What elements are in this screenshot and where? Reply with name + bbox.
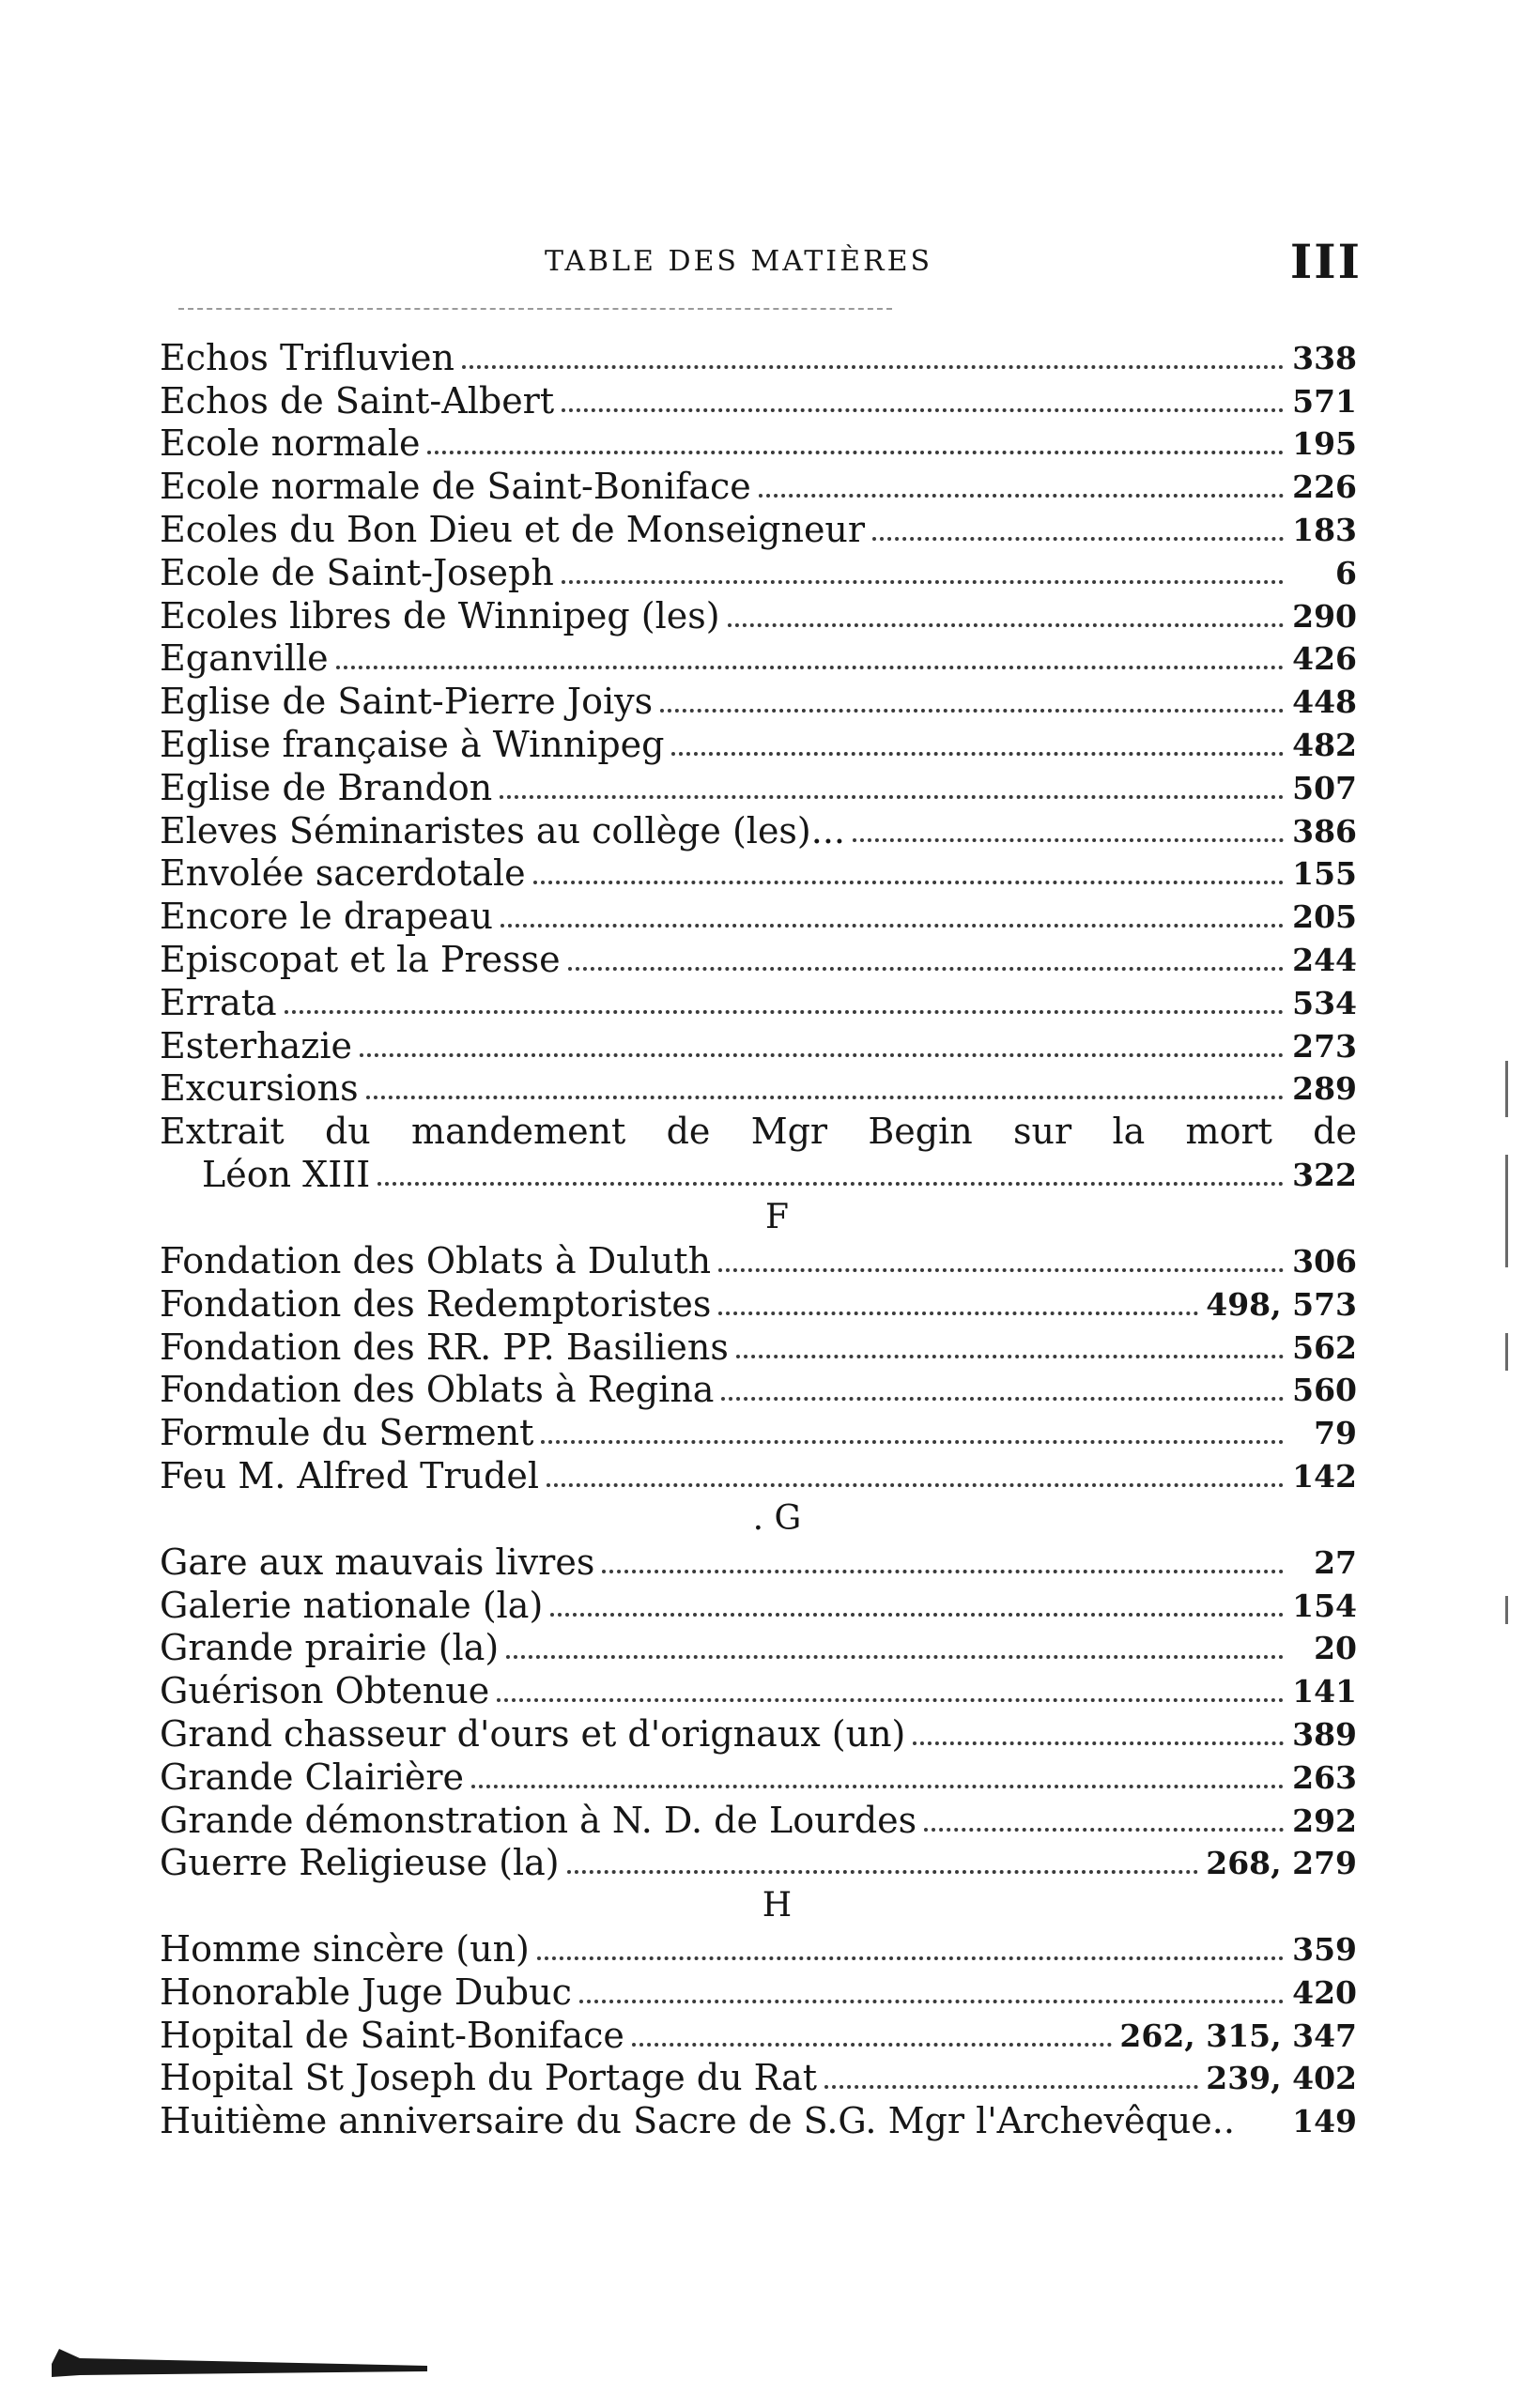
toc-entry — [160, 1454, 1357, 1497]
table-of-contents — [160, 336, 1357, 2142]
entry-label: Grande prairie (la) — [160, 1627, 500, 1669]
entry-pages: 389 — [1292, 1715, 1357, 1753]
toc-entry — [160, 1627, 1357, 1670]
toc-entry — [160, 852, 1357, 896]
dot-leader — [853, 838, 1284, 842]
entry-label: Errata — [160, 981, 277, 1023]
entry-label: Esterhazie — [160, 1024, 352, 1066]
toc-entry — [160, 422, 1357, 466]
dot-leader — [728, 623, 1284, 627]
dot-leader — [579, 2000, 1284, 2003]
entry-label: Formule du Serment — [160, 1412, 534, 1454]
dot-leader — [718, 1268, 1284, 1272]
entry-pages: 322 — [1292, 1157, 1357, 1194]
entry-pages: 426 — [1292, 640, 1357, 678]
section-g — [160, 1541, 1357, 1884]
entry-pages: 142 — [1292, 1457, 1357, 1495]
page-title: TABLE DES MATIÈRES — [545, 245, 933, 278]
toc-entry — [160, 766, 1357, 809]
section-letter-f: F — [765, 1198, 789, 1237]
dot-leader — [736, 1355, 1284, 1358]
dot-leader — [471, 1785, 1284, 1788]
toc-entry — [160, 938, 1357, 981]
toc-entry — [160, 1239, 1357, 1282]
dot-leader — [562, 580, 1284, 584]
section-letter-g: . G — [752, 1498, 802, 1538]
dot-leader — [924, 1828, 1284, 1832]
dot-leader — [602, 1570, 1284, 1573]
entry-label: Hopital St Joseph du Portage du Rat — [160, 2057, 818, 2099]
entry-pages: 239, 402 — [1206, 2060, 1357, 2097]
dot-leader — [533, 881, 1284, 884]
dot-leader — [497, 1698, 1284, 1702]
toc-entry — [160, 1971, 1357, 2014]
entry-pages: 183 — [1292, 511, 1357, 548]
section-h — [160, 1927, 1357, 2142]
entry-label: Honorable Juge Dubuc — [160, 1971, 572, 2013]
toc-entry — [160, 2099, 1357, 2142]
dot-leader — [501, 924, 1284, 928]
section-e — [160, 336, 1357, 1110]
entry-pages: 290 — [1292, 597, 1357, 635]
entry-label: Feu M. Alfred Trudel — [160, 1454, 540, 1496]
entry-label: Encore le drapeau — [160, 896, 493, 938]
dot-leader — [285, 1010, 1284, 1014]
entry-pages: 560 — [1292, 1372, 1357, 1409]
entry-label: Excursions — [160, 1067, 359, 1110]
entry-label: Grande Clairière — [160, 1756, 465, 1798]
header-rule — [178, 308, 892, 310]
entry-label: Gare aux mauvais livres — [160, 1541, 595, 1583]
dot-leader — [567, 1870, 1199, 1874]
entry-label: Fondation des Oblats à Regina — [160, 1369, 715, 1411]
dot-leader — [660, 709, 1284, 713]
toc-entry — [160, 680, 1357, 723]
entry-pages: 6 — [1335, 554, 1357, 591]
toc-entry — [160, 508, 1357, 551]
toc-entry — [160, 809, 1357, 852]
entry-label: Guérison Obtenue — [160, 1670, 490, 1712]
entry-label: Envolée sacerdotale — [160, 852, 526, 895]
entry-pages: 141 — [1292, 1673, 1357, 1710]
dot-leader — [336, 666, 1284, 669]
entry-pages: 263 — [1292, 1758, 1357, 1796]
toc-entry — [160, 1756, 1357, 1799]
toc-entry — [160, 1326, 1357, 1369]
entry-pages: 420 — [1292, 1973, 1357, 2011]
entry-label: Eglise de Brandon — [160, 766, 493, 808]
dot-leader — [366, 1096, 1284, 1099]
entry-label: Eleves Séminaristes au collège (les)... — [160, 809, 845, 851]
entry-pages: 338 — [1292, 339, 1357, 376]
entry-label-line1: Extrait du mandement de Mgr Begin sur la mort de — [160, 1111, 1357, 1153]
entry-label: Léon XIII — [202, 1154, 371, 1196]
dot-leader — [913, 1741, 1284, 1745]
entry-label: Eglise française à Winnipeg — [160, 723, 665, 765]
entry-pages: 273 — [1292, 1027, 1357, 1065]
entry-label: Huitième anniversaire du Sacre de S.G. Mgr l'Archevêque.. — [160, 2100, 1235, 2142]
entry-pages: 534 — [1292, 984, 1357, 1021]
toc-entry — [160, 551, 1357, 594]
entry-label: Grand chasseur d'ours et d'orignaux (un) — [160, 1712, 906, 1755]
toc-entry — [160, 1584, 1357, 1627]
entry-pages: 482 — [1292, 726, 1357, 763]
entry-label: Ecole normale de Saint-Boniface — [160, 466, 751, 508]
ink-smudge-mark — [52, 2347, 427, 2377]
entry-label: Ecoles du Bon Dieu et de Monseigneur — [160, 508, 866, 550]
entry-pages: 571 — [1292, 382, 1357, 420]
dot-leader — [377, 1182, 1284, 1186]
entry-pages: 20 — [1314, 1630, 1357, 1667]
toc-entry — [160, 637, 1357, 681]
entry-pages: 226 — [1292, 468, 1357, 506]
toc-entry — [160, 1799, 1357, 1842]
entry-label: Ecole normale — [160, 422, 421, 465]
dot-leader — [360, 1053, 1284, 1057]
wrapped-entry-extrait — [160, 1110, 1357, 1196]
entry-pages: 448 — [1292, 683, 1357, 721]
page-number: III — [1289, 234, 1362, 289]
entry-label: Echos Trifluvien — [160, 336, 455, 378]
toc-entry — [160, 1712, 1357, 1756]
entry-pages: 195 — [1292, 425, 1357, 463]
entry-label: Grande démonstration à N. D. de Lourdes — [160, 1799, 917, 1841]
entry-label: Episcopat et la Presse — [160, 938, 561, 980]
margin-speck — [1505, 1155, 1508, 1267]
margin-speck — [1505, 1061, 1508, 1117]
entry-label: Fondation des Redemptoristes — [160, 1282, 712, 1325]
entry-pages: 149 — [1292, 2103, 1357, 2140]
toc-entry — [160, 1153, 1357, 1196]
entry-label: Fondation des Oblats à Duluth — [160, 1239, 712, 1281]
toc-entry — [160, 1541, 1357, 1584]
dot-leader — [632, 2043, 1113, 2047]
entry-pages: 268, 279 — [1206, 1845, 1357, 1882]
dot-leader — [824, 2085, 1198, 2089]
dot-leader — [872, 537, 1284, 541]
entry-pages: 306 — [1292, 1242, 1357, 1280]
entry-pages: 386 — [1292, 812, 1357, 850]
entry-pages: 154 — [1292, 1587, 1357, 1624]
entry-pages: 359 — [1292, 1931, 1357, 1969]
entry-pages: 244 — [1292, 941, 1357, 978]
toc-entry — [160, 336, 1357, 379]
entry-label: Ecole de Saint-Joseph — [160, 551, 554, 593]
toc-entry — [160, 1067, 1357, 1111]
entry-pages: 205 — [1292, 898, 1357, 936]
dot-leader — [671, 752, 1284, 756]
entry-pages: 27 — [1314, 1543, 1357, 1581]
entry-label: Ecoles libres de Winnipeg (les) — [160, 594, 720, 637]
toc-entry — [160, 379, 1357, 422]
entry-label: Guerre Religieuse (la) — [160, 1842, 560, 1884]
toc-entry — [160, 1369, 1357, 1412]
dot-leader — [541, 1440, 1284, 1444]
margin-speck — [1505, 1596, 1508, 1624]
entry-pages: 292 — [1292, 1802, 1357, 1839]
toc-entry — [160, 1669, 1357, 1712]
dot-leader — [427, 451, 1284, 454]
dot-leader — [759, 494, 1284, 498]
toc-entry — [160, 1282, 1357, 1326]
entry-pages: 155 — [1292, 855, 1357, 893]
entry-pages: 498, 573 — [1206, 1285, 1357, 1323]
toc-entry — [160, 1842, 1357, 1885]
entry-label: Galerie nationale (la) — [160, 1584, 544, 1626]
toc-entry — [160, 1024, 1357, 1067]
entry-label: Echos de Saint-Albert — [160, 379, 555, 422]
toc-entry — [160, 1411, 1357, 1454]
toc-entry — [160, 981, 1357, 1024]
entry-label: Homme sincère (un) — [160, 1928, 530, 1971]
dot-leader — [500, 795, 1284, 799]
toc-entry — [160, 2057, 1357, 2100]
entry-pages: 289 — [1292, 1070, 1357, 1108]
section-f — [160, 1239, 1357, 1497]
toc-entry — [160, 594, 1357, 637]
entry-pages: 562 — [1292, 1328, 1357, 1366]
entry-label: Hopital de Saint-Boniface — [160, 2014, 624, 2056]
toc-entry — [160, 723, 1357, 766]
dot-leader — [550, 1613, 1284, 1617]
running-head — [160, 234, 1362, 296]
dot-leader — [537, 1956, 1284, 1960]
entry-label: Eglise de Saint-Pierre Joiys — [160, 681, 654, 723]
toc-entry — [160, 465, 1357, 508]
dot-leader — [718, 1311, 1198, 1315]
entry-pages: 79 — [1314, 1415, 1357, 1452]
section-letter-h: H — [762, 1886, 793, 1925]
toc-entry — [160, 2014, 1357, 2057]
dot-leader — [721, 1397, 1284, 1401]
toc-entry — [160, 1927, 1357, 1971]
entry-pages: 262, 315, 347 — [1119, 2017, 1357, 2054]
entry-label: Fondation des RR. PP. Basiliens — [160, 1326, 729, 1368]
dot-leader — [506, 1655, 1284, 1659]
dot-leader — [547, 1483, 1284, 1487]
entry-label: Eganville — [160, 637, 329, 680]
entry-pages: 507 — [1292, 769, 1357, 806]
margin-speck — [1505, 1333, 1508, 1371]
dot-leader — [568, 967, 1284, 971]
dot-leader — [462, 365, 1284, 369]
toc-entry — [160, 895, 1357, 938]
dot-leader — [562, 408, 1284, 412]
